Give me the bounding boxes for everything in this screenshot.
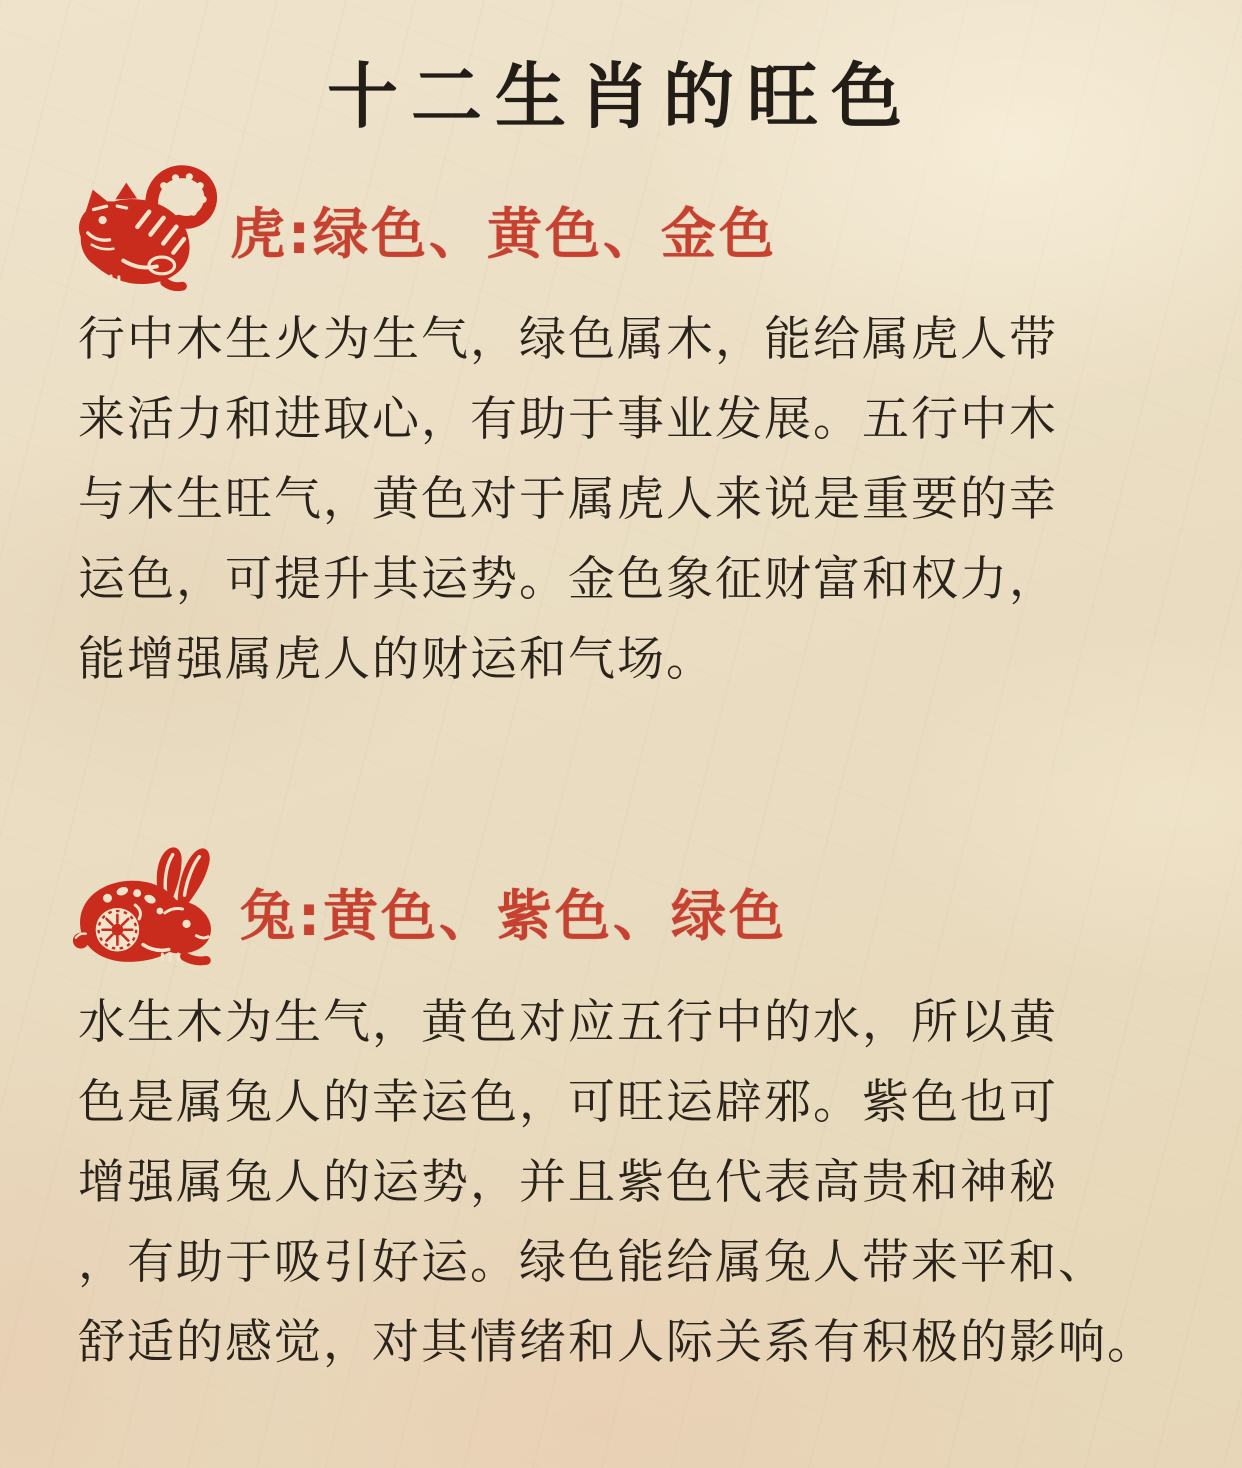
rabbit-heading: 兔:黄色、紫色、绿色 bbox=[240, 883, 787, 948]
text-line: 能增强属虎人的财运和气场。 bbox=[78, 632, 715, 687]
text-line: 与木生旺气，黄色对于属虎人来说是重要的幸 bbox=[78, 472, 1058, 527]
text-line: 水生木为生气，黄色对应五行中的水，所以黄 bbox=[78, 995, 1058, 1050]
text-line: 增强属兔人的运势，并且紫色代表高贵和神秘 bbox=[78, 1155, 1058, 1210]
text-line: 舒适的感觉，对其情绪和人际关系有积极的影响。 bbox=[78, 1315, 1156, 1370]
tiger-header bbox=[66, 158, 1242, 300]
text-line: ，有助于吸引好运。绿色能给属兔人带来平和、 bbox=[78, 1235, 1107, 1290]
tiger-heading: 虎:绿色、黄色、金色 bbox=[230, 201, 777, 266]
rabbit-papercut-icon bbox=[66, 841, 234, 981]
rabbit-paragraph bbox=[78, 983, 1186, 1383]
rabbit-header bbox=[66, 840, 1242, 982]
section-tiger bbox=[0, 158, 1242, 700]
tiger-papercut-icon bbox=[66, 160, 224, 298]
tiger-paragraph bbox=[78, 300, 1186, 700]
text-line: 色是属兔人的幸运色，可旺运辟邪。紫色也可 bbox=[78, 1075, 1058, 1130]
section-rabbit bbox=[0, 840, 1242, 1383]
page-title: 十二生肖的旺色 bbox=[326, 55, 915, 138]
text-line: 来活力和进取心，有助于事业发展。五行中木 bbox=[78, 392, 1058, 447]
text-line: 运色，可提升其运势。金色象征财富和权力， bbox=[78, 552, 1058, 607]
text-line: 行中木生火为生气，绿色属木，能给属虎人带 bbox=[78, 312, 1058, 367]
